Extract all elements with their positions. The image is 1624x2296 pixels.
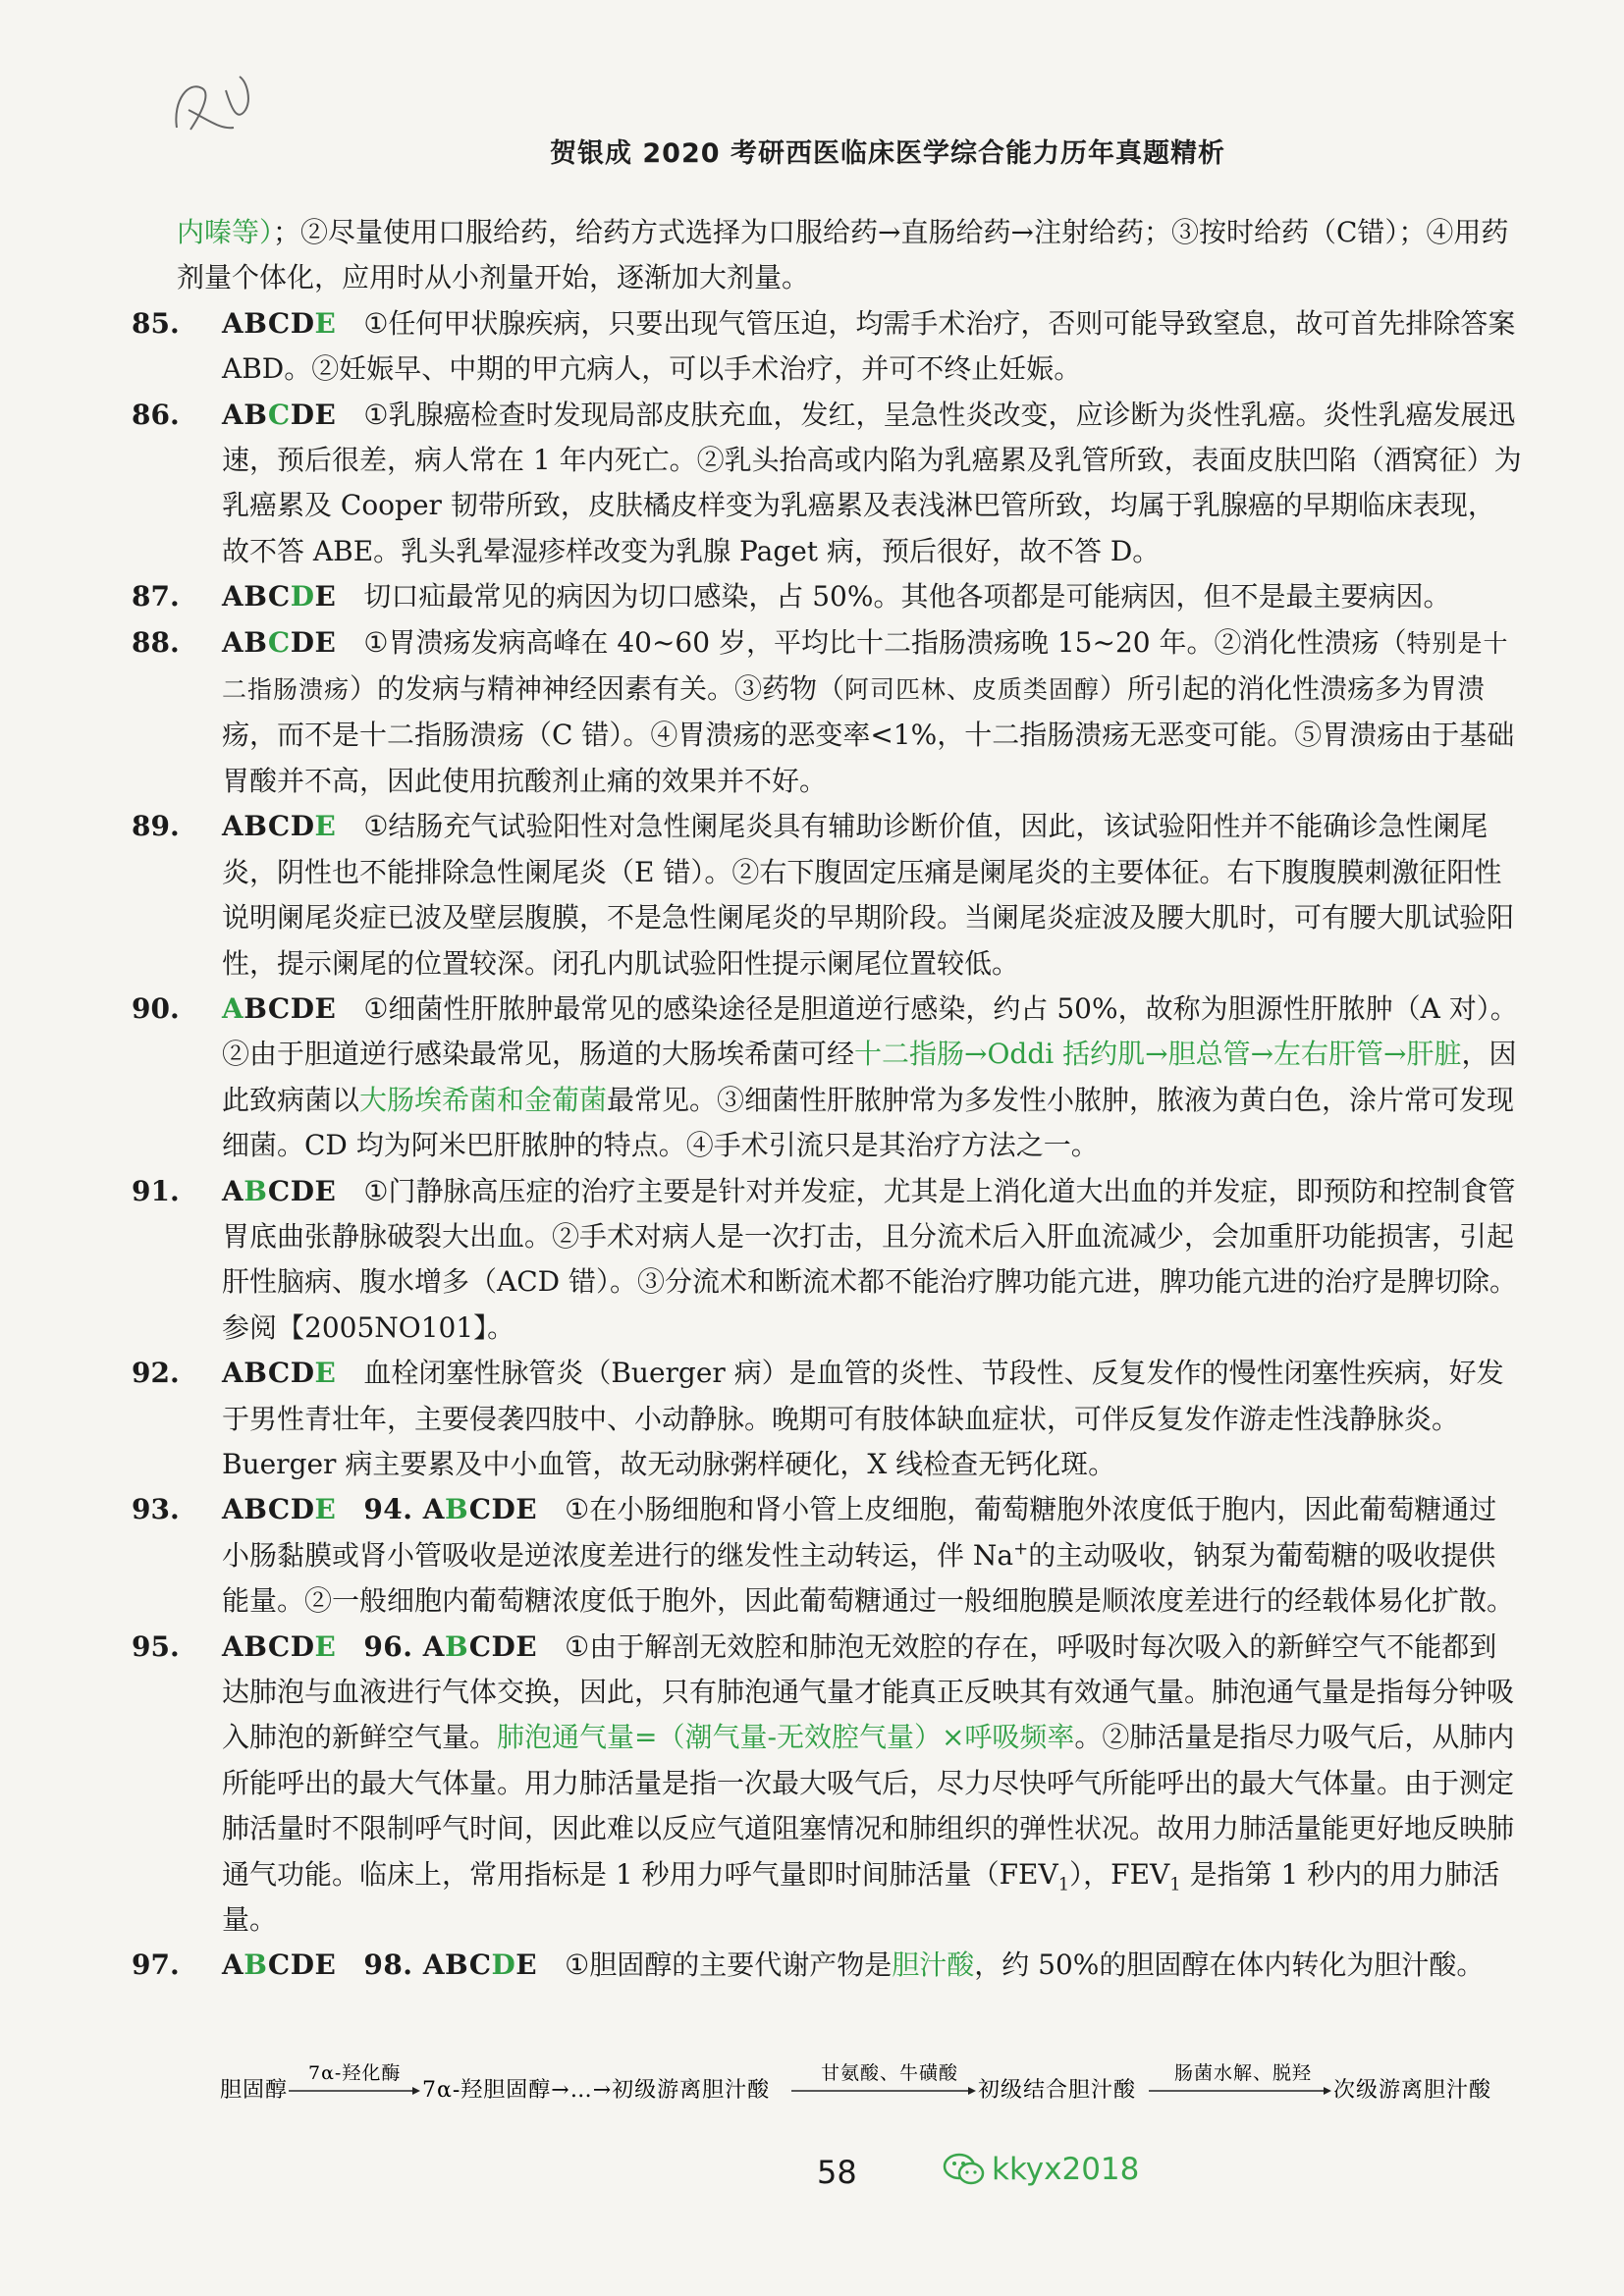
answer-86 bbox=[132, 393, 1522, 575]
continued-paragraph: 内嗪等）；②尽量使用口服给药，给药方式选择为口服给药→直肠给药→注射给药；③按时给药（C错）；④用药剂量个体化，应用时从小剂量开始，逐渐加大剂量。 bbox=[177, 216, 1509, 294]
explanation-text: 切口疝最常见的病因为切口感染，占 50%。其他各项都是可能病因，但不是最主要病因。 bbox=[363, 580, 1451, 614]
correct-answer: D bbox=[290, 580, 315, 614]
explanation-text: ①胆固醇的主要代谢产物是胆汁酸，约 50%的胆固醇在体内转化为胆汁酸。 bbox=[565, 1949, 1485, 1982]
correct-answer: C bbox=[267, 625, 291, 659]
correct-answer: E bbox=[314, 306, 337, 340]
pathway-node: 次级游离胆汁酸 bbox=[1333, 2078, 1492, 2103]
answer-90 bbox=[132, 987, 1522, 1169]
page-header-title: 贺银成 2020 考研西医临床医学综合能力历年真题精析 bbox=[550, 138, 1225, 169]
answer-93-94 bbox=[132, 1487, 1522, 1624]
pathway-node: 初级结合胆汁酸 bbox=[978, 2078, 1137, 2103]
answer-92 bbox=[132, 1351, 1522, 1487]
answer-options: ABCDE bbox=[222, 991, 337, 1025]
answer-options-second: 94. ABCDE bbox=[363, 1493, 538, 1526]
correct-answer: B bbox=[445, 1493, 469, 1526]
explanation-text: ①门静脉高压症的治疗主要是针对并发症，尤其是上消化道大出血的并发症，即预防和控制食管胃底曲张静脉破裂大出血。②手术对病人是一次打击，且分流术后入肝血流减少，会加重肝功能损害，引起肝性脑病、腹水增多（ACD 错）。③分流术和断流术都不能治疗脾功能亢进，脾功能亢进的治疗是脾切除。参阅【2005NO101】。 bbox=[222, 1174, 1517, 1344]
question-number: 89. bbox=[132, 810, 180, 843]
pathway-node: 胆固醇 bbox=[220, 2078, 289, 2103]
answer-options-second: 98. ABCDE bbox=[363, 1949, 538, 1982]
correct-answer: B bbox=[244, 1174, 268, 1207]
pathway-node: 7α-羟胆固醇→…→初级游离胆汁酸 bbox=[422, 2078, 771, 2103]
wechat-id: kkyx2018 bbox=[992, 2152, 1140, 2187]
answer-options: ABCDE bbox=[222, 398, 337, 431]
answer-87 bbox=[132, 574, 1522, 619]
answer-options: ABCDE bbox=[222, 1493, 337, 1526]
correct-answer: B bbox=[244, 1949, 268, 1982]
explanation-text: ①结肠充气试验阳性对急性阑尾炎具有辅助诊断价值，因此，该试验阳性并不能确诊急性阑尾炎，阴性也不能排除急性阑尾炎（E 错）。②右下腹固定压痛是阑尾炎的主要体征。右下腹腹膜刺激征阳性说明阑尾炎症已波及壁层腹膜，不是急性阑尾炎的早期阶段。当阑尾炎症波及腰大肌时，可有腰大肌试验阳性，提示阑尾的位置较深。闭孔内肌试验阳性提示阑尾位置较低。 bbox=[222, 810, 1515, 980]
page-number: 58 bbox=[817, 2154, 857, 2191]
pathway-enzyme: 7α-羟化酶 bbox=[308, 2062, 402, 2084]
wechat-watermark bbox=[943, 2152, 1139, 2187]
answer-85 bbox=[132, 301, 1522, 393]
answer-97-98 bbox=[132, 1943, 1522, 1988]
answer-95-96 bbox=[132, 1625, 1522, 1944]
answer-options: ABCDE bbox=[222, 306, 337, 340]
answer-91 bbox=[132, 1169, 1522, 1352]
answer-88 bbox=[132, 620, 1522, 805]
pathway-enzyme: 肠菌水解、脱羟 bbox=[1174, 2062, 1313, 2084]
explanation-text: ①细菌性肝脓肿最常见的感染途径是胆道逆行感染，约占 50%，故称为胆源性肝脓肿（A 对）。②由于胆道逆行感染最常见，肠道的大肠埃希菌可经十二指肠→Oddi 括约肌→胆总管→左右肝管→肝脏，因此致病菌以大肠埃希菌和金葡菌最常见。③细菌性肝脓肿常为多发性小脓肿，脓液为黄白色，涂片常可发现细菌。CD 均为阿米巴肝脓肿的特点。④手术引流只是其治疗方法之一。 bbox=[222, 991, 1518, 1162]
answer-explanations bbox=[132, 210, 1522, 1989]
handwritten-signature bbox=[169, 71, 257, 149]
answer-options-second: 96. ABCDE bbox=[363, 1629, 538, 1663]
correct-answer: D bbox=[491, 1949, 516, 1982]
pathway-enzyme: 甘氨酸、牛磺酸 bbox=[821, 2062, 959, 2084]
explanation-text: 血栓闭塞性脉管炎（Buerger 病）是血管的炎性、节段性、反复发作的慢性闭塞性疾病，好发于男性青壮年，主要侵袭四肢中、小动静脉。晚期可有肢体缺血症状，可伴反复发作游走性浅静脉炎。Buerger 病主要累及中小血管，故无动脉粥样硬化，X 线检查无钙化斑。 bbox=[222, 1357, 1504, 1480]
question-number: 87. bbox=[132, 580, 180, 614]
answer-options: ABCDE bbox=[222, 1174, 337, 1207]
answer-options: ABCDE bbox=[222, 1949, 337, 1982]
correct-answer: B bbox=[445, 1629, 469, 1663]
explanation-text: ①乳腺癌检查时发现局部皮肤充血，发红，呈急性炎改变，应诊断为炎性乳癌。炎性乳癌发展迅速，预后很差，病人常在 1 年内死亡。②乳头抬高或内陷为乳癌累及乳管所致，表面皮肤凹陷（酒窝征）为乳癌累及 Cooper 韧带所致，皮肤橘皮样变为乳癌累及表浅淋巴管所致，均属于乳腺癌的早期临床表现，故不答 ABE。乳头乳晕湿疹样改变为乳腺 Paget 病，预后很好，故不答 D。 bbox=[222, 398, 1522, 567]
correct-answer: E bbox=[314, 1493, 337, 1526]
question-number: 93. bbox=[132, 1493, 180, 1526]
wechat-icon bbox=[943, 2152, 986, 2187]
question-number: 88. bbox=[132, 625, 180, 659]
answer-options: ABCDE bbox=[222, 625, 337, 659]
correct-answer: E bbox=[314, 1357, 337, 1390]
answer-options: ABCDE bbox=[222, 580, 337, 614]
explanation-text: ①由于解剖无效腔和肺泡无效腔的存在，呼吸时每次吸入的新鲜空气不能都到达肺泡与血液进行气体交换，因此，只有肺泡通气量才能真正反映其有效通气量。肺泡通气量是指每分钟吸入肺泡的新鲜空气量。肺泡通气量=（潮气量-无效腔气量）×呼吸频率。②肺活量是指尽力吸气后，从肺内所能呼出的最大气体量。用力肺活量是指一次最大吸气后，尽力尽快呼气所能呼出的最大气体量。由于测定肺活量时不限制呼气时间，因此难以反应气道阻塞情况和肺组织的弹性状况。故用力肺活量能更好地反映肺通气功能。临床上，常用指标是 1 秒用力呼气量即时间肺活量$(FEV_1)$，$FEV_1$ 是指第 1 秒内的用力肺活量。 bbox=[222, 1629, 1515, 1937]
question-number: 90. bbox=[132, 991, 180, 1025]
explanation-text: ①任何甲状腺疾病，只要出现气管压迫，均需手术治疗，否则可能导致窒息，故可首先排除答案 ABD。②妊娠早、中期的甲亢病人，可以手术治疗，并可不终止妊娠。 bbox=[222, 306, 1516, 386]
question-number: 91. bbox=[132, 1174, 180, 1207]
answer-89 bbox=[132, 804, 1522, 987]
answer-options: ABCDE bbox=[222, 1357, 337, 1390]
correct-answer: E bbox=[314, 1629, 337, 1663]
explanation-text: ①胃溃疡发病高峰在 40~60 岁，平均比十二指肠溃疡晚 15~20 年。②消化性溃疡（特别是十二指肠溃疡）的发病与精神神经因素有关。③药物（阿司匹林、皮质类固醇）所引起的消化性溃疡多为胃溃疡，而不是十二指肠溃疡（C 错）。④胃溃疡的恶变率<1%，十二指肠溃疡无恶变可能。⑤胃溃疡由于基础胃酸并不高，因此使用抗酸剂止痛的效果并不好。 bbox=[222, 625, 1515, 797]
correct-answer: E bbox=[314, 810, 337, 843]
question-number: 85. bbox=[132, 306, 180, 340]
question-number: 97. bbox=[132, 1949, 180, 1982]
question-number: 86. bbox=[132, 398, 180, 431]
correct-answer: C bbox=[267, 398, 291, 431]
answer-options: ABCDE bbox=[222, 1629, 337, 1663]
explanation-text: ①在小肠细胞和肾小管上皮细胞，葡萄糖胞外浓度低于胞内，因此葡萄糖通过小肠黏膜或肾小管吸收是逆浓度差进行的继发性主动转运，伴 Na+的主动吸收，钠泵为葡萄糖的吸收提供能量。②一般细胞内葡萄糖浓度低于胞外，因此葡萄糖通过一般细胞膜是顺浓度差进行的经载体易化扩散。 bbox=[222, 1493, 1515, 1618]
question-number: 95. bbox=[132, 1629, 180, 1663]
question-number: 92. bbox=[132, 1357, 180, 1390]
bile-acid-pathway-diagram bbox=[220, 2052, 1516, 2110]
correct-answer: A bbox=[222, 991, 244, 1025]
answer-options: ABCDE bbox=[222, 810, 337, 843]
